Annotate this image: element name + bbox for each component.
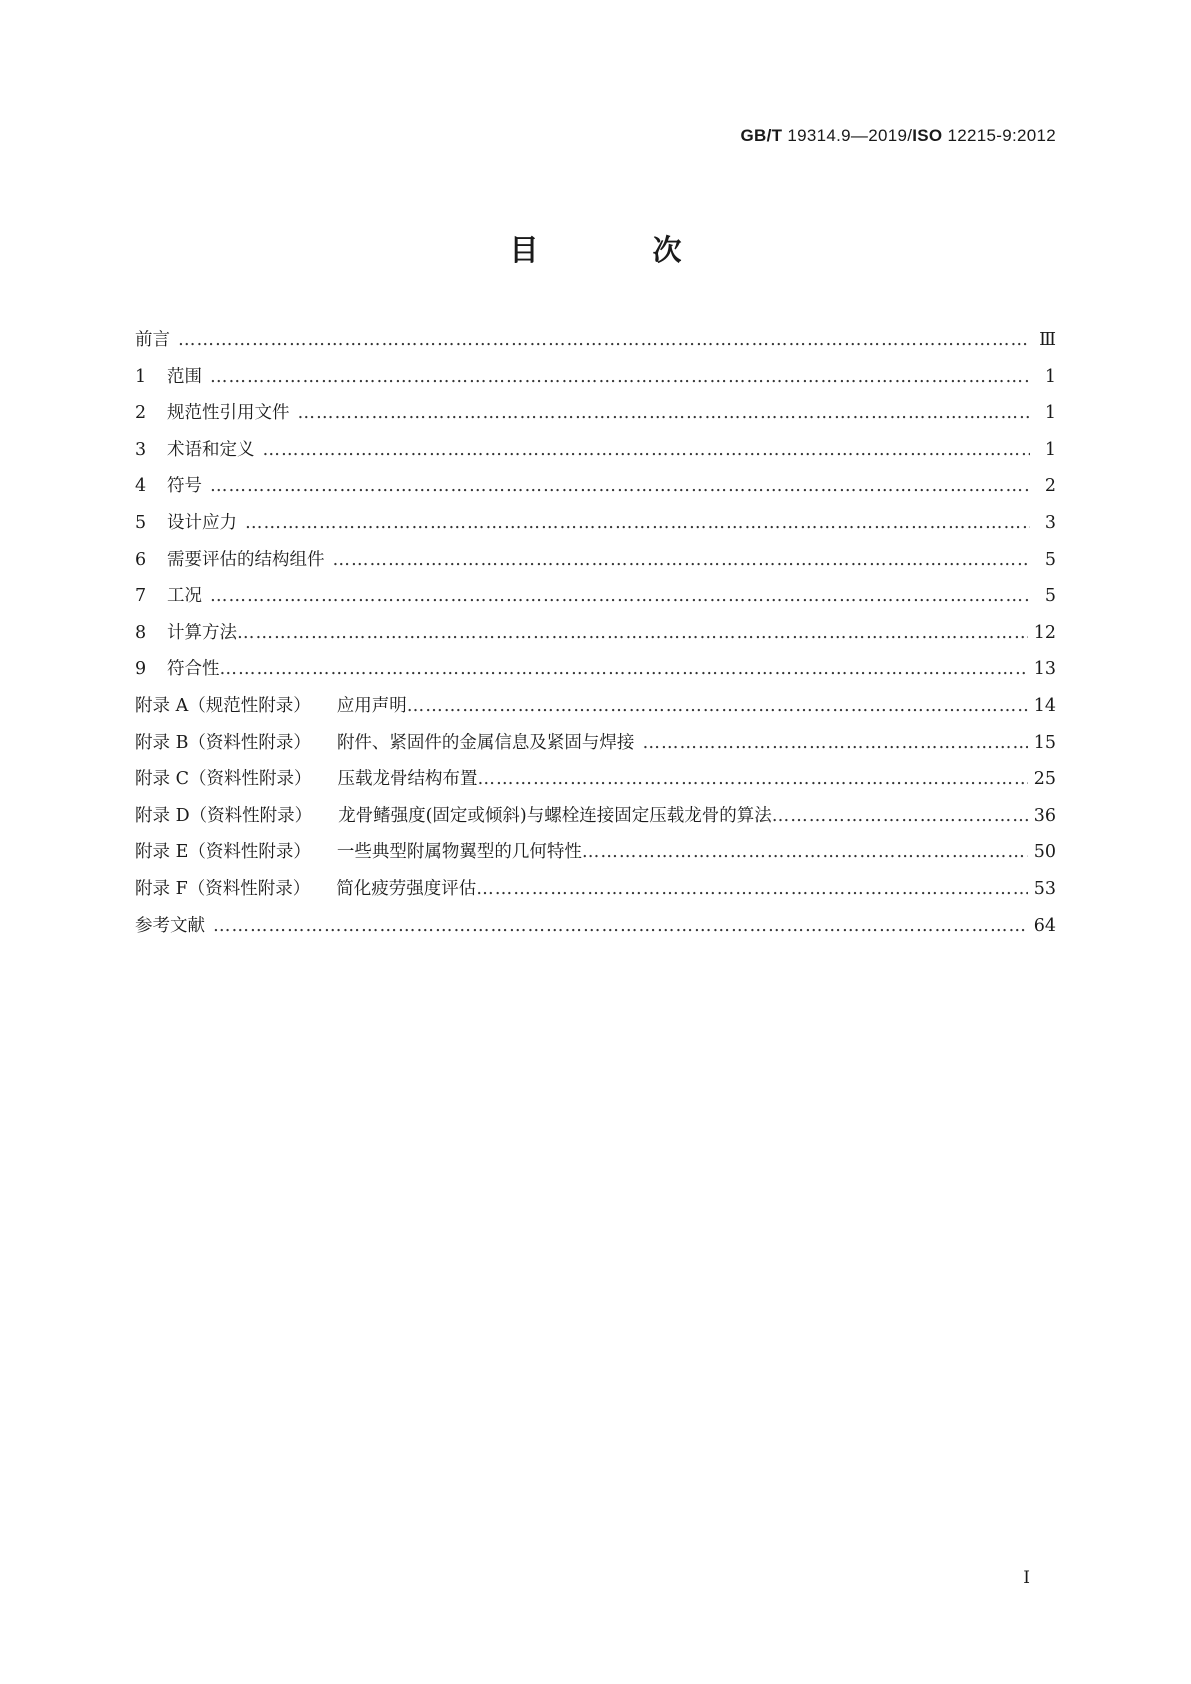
toc-entry-label: 简化疲劳强度评估 <box>336 878 477 899</box>
toc-entry-number: 7 <box>135 586 147 607</box>
annex-prefix: 附录 D（资料性附录） <box>135 805 313 826</box>
toc-entry-page: 3 <box>1044 512 1056 533</box>
annex-prefix: 附录 B（资料性附录） <box>135 732 311 753</box>
toc-entry-annex-f[interactable] <box>135 875 1056 912</box>
annex-prefix: 附录 C（资料性附录） <box>135 769 312 790</box>
toc-entry-2[interactable] <box>135 399 1056 436</box>
dot-leader <box>298 403 1031 423</box>
toc-entry-8[interactable] <box>135 619 1056 656</box>
page-title: 目 次 <box>509 233 734 267</box>
toc-entry-page: 13 <box>1033 659 1056 680</box>
toc-entry-number: 1 <box>135 366 147 387</box>
dot-leader <box>210 367 1030 387</box>
toc-entry-annex-b[interactable] <box>135 729 1056 766</box>
toc-entry-page: 1 <box>1044 439 1056 460</box>
dot-leader <box>772 806 1028 826</box>
toc-entry-3[interactable] <box>135 436 1056 473</box>
page-folio: I <box>1023 1568 1030 1588</box>
standard-code <box>741 126 1057 146</box>
toc-entry-label: 符号 <box>167 476 202 497</box>
dot-leader <box>477 769 1027 789</box>
toc-entry-number: 8 <box>135 622 147 643</box>
toc-entry-label: 规范性引用文件 <box>167 403 290 424</box>
toc-entry-page: 5 <box>1044 586 1056 607</box>
dot-leader <box>220 659 1028 679</box>
toc-entry-page: 15 <box>1033 732 1056 753</box>
toc-entry-7[interactable] <box>135 582 1056 619</box>
toc-entry-page: 1 <box>1044 403 1056 424</box>
toc-entry-label: 龙骨鳍强度(固定或倾斜)与螺栓连接固定压载龙骨的算法 <box>338 805 772 826</box>
toc-entry-page: 64 <box>1033 915 1056 936</box>
annex-prefix: 附录 E（资料性附录） <box>135 842 311 863</box>
toc-entry-annex-a[interactable] <box>135 692 1056 729</box>
toc-entry-label: 前言 <box>135 330 170 350</box>
iso-code-prefix: ISO <box>912 126 943 145</box>
toc-entry-number: 2 <box>135 403 147 424</box>
toc-entry-label: 压载龙骨结构布置 <box>337 769 478 790</box>
toc-entry-page: 2 <box>1044 476 1056 497</box>
toc-entry-page: 12 <box>1033 622 1056 643</box>
dot-leader <box>582 842 1028 862</box>
toc-entry-label: 应用声明 <box>336 695 407 716</box>
toc-entry-number: 4 <box>135 476 147 497</box>
toc-entry-label: 范围 <box>167 366 202 387</box>
standard-code-number: 19314.9—2019/ <box>787 126 913 145</box>
toc-entry-label: 需要评估的结构组件 <box>167 549 325 570</box>
toc-entry-page: 14 <box>1033 695 1056 716</box>
toc-entry-annex-e[interactable] <box>135 838 1056 875</box>
toc-entry-page: 1 <box>1044 366 1056 387</box>
toc-entry-5[interactable] <box>135 509 1056 546</box>
dot-leader <box>245 513 1030 533</box>
toc-entry-6[interactable] <box>135 546 1056 583</box>
toc-entry-label: 参考文献 <box>135 915 205 936</box>
toc-entry-number: 6 <box>135 549 147 570</box>
toc-entry-label: 符合性 <box>167 659 220 680</box>
toc-entry-label: 计算方法 <box>167 622 237 643</box>
toc-entry-references[interactable] <box>135 912 1056 949</box>
iso-code-number: 12215-9:2012 <box>947 126 1056 145</box>
toc-entry-number: 3 <box>135 439 147 460</box>
dot-leader <box>263 440 1031 460</box>
dot-leader <box>210 586 1030 606</box>
toc-entry-label: 设计应力 <box>167 512 237 533</box>
toc-entry-label: 工况 <box>167 586 202 607</box>
toc-entry-foreword[interactable] <box>135 326 1056 363</box>
standard-code-prefix: GB/T <box>740 126 783 145</box>
toc-entry-annex-c[interactable] <box>135 765 1056 802</box>
toc-entry-9[interactable] <box>135 655 1056 692</box>
toc-entry-label: 一些典型附属物翼型的几何特性 <box>336 842 582 863</box>
dot-leader <box>178 330 1030 350</box>
dot-leader <box>642 733 1027 753</box>
annex-prefix: 附录 A（规范性附录） <box>135 695 311 716</box>
toc-entry-label: 附件、紧固件的金属信息及紧固与焊接 <box>336 732 635 753</box>
toc-entry-page: 25 <box>1033 769 1056 790</box>
annex-prefix: 附录 F（资料性附录） <box>135 878 311 899</box>
toc-entry-page: 36 <box>1033 805 1056 826</box>
toc-entry-number: 5 <box>135 512 147 533</box>
dot-leader <box>237 623 1028 643</box>
toc-entry-page: 5 <box>1044 549 1056 570</box>
toc-entry-4[interactable] <box>135 472 1056 509</box>
toc-entry-annex-d[interactable] <box>135 802 1056 839</box>
dot-leader <box>210 476 1030 496</box>
toc-entry-page: 50 <box>1033 842 1056 863</box>
toc-entry-number: 9 <box>135 659 147 680</box>
toc-entry-page: 53 <box>1033 878 1056 899</box>
dot-leader <box>476 879 1028 899</box>
dot-leader <box>213 916 1028 936</box>
dot-leader <box>407 696 1028 716</box>
table-of-contents <box>135 326 1056 948</box>
toc-entry-1[interactable] <box>135 363 1056 400</box>
toc-entry-page: Ⅲ <box>1039 330 1056 350</box>
dot-leader <box>333 550 1031 570</box>
toc-entry-label: 术语和定义 <box>167 439 255 460</box>
